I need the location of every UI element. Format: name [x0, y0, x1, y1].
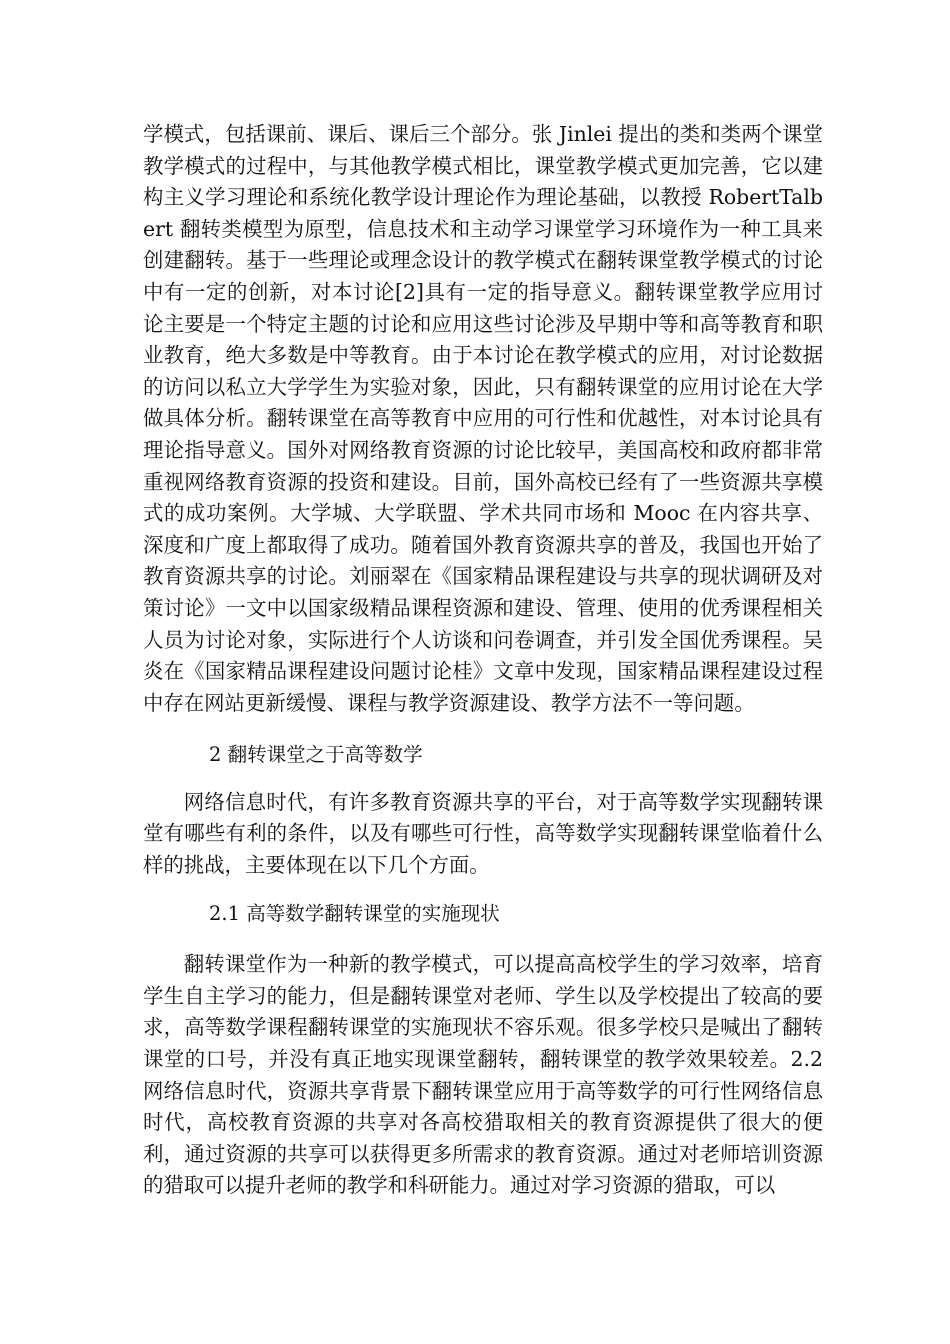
- paragraph-spacer: [143, 771, 823, 787]
- body-paragraph-1: 学模式，包括课前、课后、课后三个部分。张 Jinlei 提出的类和类两个课堂教学模式的过程中，与其他教学模式相比，课堂教学模式更加完善，它以建构主义学习理论和系统化教学设计理论作为理论基础，以教授 RobertTalbert 翻转类模型为原型，信息技术和主动学习课堂学习环境作为一种工具来创建翻转。基于一些理论或理念设计的教学模式在翻转课堂教学模式的讨论中有一定的创新，对本讨论[2]具有一定的指导意义。翻转课堂教学应用讨论主要是一个特定主题的讨论和应用这些讨论涉及早期中等和高等教育和职业教育，绝大多数是中等教育。由于本讨论在教学模式的应用，对讨论数据的访问以私立大学学生为实验对象，因此，只有翻转课堂的应用讨论在大学做具体分析。翻转课堂在高等教育中应用的可行性和优越性，对本讨论具有理论指导意义。国外对网络教育资源的讨论比较早，美国高校和政府都非常重视网络教育资源的投资和建设。目前，国外高校已经有了一些资源共享模式的成功案例。大学城、大学联盟、学术共同市场和 Mooc 在内容共享、深度和广度上都取得了成功。随着国外教育资源共享的普及，我国也开始了教育资源共享的讨论。刘丽翠在《国家精品课程建设与共享的现状调研及对策讨论》一文中以国家级精品课程资源和建设、管理、使用的优秀课程相关人员为讨论对象，实际进行个人访谈和问卷调查，并引发全国优秀课程。吴炎在《国家精品课程建设问题讨论桂》文章中发现，国家精品课程建设过程中存在网站更新缓慢、课程与教学资源建设、教学方法不一等问题。: [143, 122, 823, 715]
- section-heading-2: 2 翻转课堂之于高等数学: [209, 743, 423, 767]
- document-body: [143, 119, 823, 1202]
- section-heading-2-1: 2.1 高等数学翻转课堂的实施现状: [209, 901, 500, 925]
- paragraph-spacer: [143, 719, 823, 739]
- paragraph-spacer: [143, 882, 823, 898]
- paragraph-spacer: [143, 929, 823, 949]
- body-paragraph-2: 网络信息时代，有许多教育资源共享的平台，对于高等数学实现翻转课堂有哪些有利的条件，以及有哪些可行性，高等数学实现翻转课堂临着什么样的挑战，主要体现在以下几个方面。: [143, 789, 823, 878]
- body-paragraph-3: 翻转课堂作为一种新的教学模式，可以提高高校学生的学习效率，培育学生自主学习的能力，但是翻转课堂对老师、学生以及学校提出了较高的要求，高等数学课程翻转课堂的实施现状不容乐观。很多学校只是喊出了翻转课堂的口号，并没有真正地实现课堂翻转，翻转课堂的教学效果较差。2.2 网络信息时代，资源共享背景下翻转课堂应用于高等数学的可行性网络信息时代，高校教育资源的共享对各高校猎取相关的教育资源提供了很大的便利，通过资源的共享可以获得更多所需求的教育资源。通过对老师培训资源的猎取可以提升老师的教学和科研能力。通过对学习资源的猎取，可以: [143, 952, 823, 1198]
